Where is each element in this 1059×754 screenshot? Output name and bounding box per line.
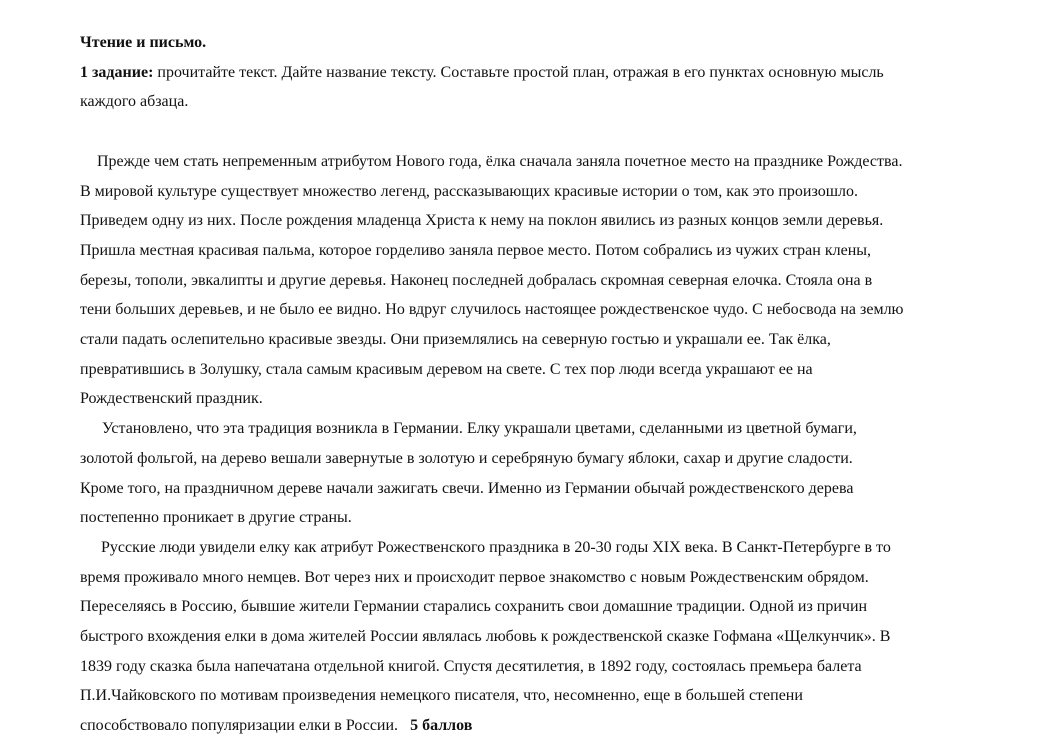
paragraph-3-last-line [80,711,1010,741]
paragraph-1-line: превратившись в Золушку, стала самым красивым деревом на свете. С тех пор люди всегда украшают ее на [80,360,813,378]
paragraph-1-line: стали падать ослепительно красивые звезды. Они приземлялись на северную гостью и украшали ее. Так ёлка, [80,331,831,349]
paragraph-1-line: В мировой культуре существует множество легенд, рассказывающих красивые истории о том, как это произошло. [80,182,858,200]
paragraph-1-line: Пришла местная красивая пальма, которое горделиво заняла первое место. Потом собрались из чужих стран клены, [80,241,872,259]
paragraph-1 [80,147,1010,414]
paragraph-3-line: 1839 году сказка была напечатана отдельной книгой. Спустя десятилетия, в 1892 году, состоялась премьера балета [80,657,862,675]
paragraph-1-line: Приведем одну из них. После рождения младенца Христа к нему на поклон явились из разных концов земли деревья. [80,212,884,230]
blank-line [80,117,1010,147]
paragraph-2-line: постепенно проникает в другие страны. [80,509,352,527]
paragraph-3-line: Переселяясь в Россию, бывшие жители Германии старались сохранить свои домашние традиции. Одной из причин [80,598,868,616]
task-instruction [80,58,1010,88]
task-label: 1 задание: [80,63,154,81]
paragraph-1-line: Прежде чем стать непременным атрибутом Нового года, ёлка сначала заняла почетное место на празднике Рождества. [97,152,903,170]
task-text-line-1: прочитайте текст. Дайте название тексту. Составьте простой план, отражая в его пунктах основную мысль [153,63,884,81]
paragraph-2-line: золотой фольгой, на дерево вешали завернутые в золотую и серебряную бумагу яблоки, сахар и другие сладости. [80,449,853,467]
paragraph-3-line: время проживало много немцев. Вот через них и происходит первое знакомство с новым Рождественским обрядом. [80,568,869,586]
paragraph-3-line: быстрого вхождения елки в дома жителей России являлась любовь к рождественской сказке Гофмана «Щелкунчик». В [80,628,891,646]
score-label: 5 баллов [410,717,473,735]
paragraph-3-line: Русские люди увидели елку как атрибут Рожественского праздника в 20-30 годы XIX века. В Санкт-Петербурге в то [101,538,891,556]
paragraph-3-line: способствовало популяризации елки в России. [80,717,399,735]
task-text-line-2: каждого абзаца. [80,93,189,111]
paragraph-2 [80,414,1010,533]
paragraph-1-line: березы, тополи, эвкалипты и другие деревья. Наконец последней добралась скромная северная елочка. Стояла она в [80,271,873,289]
paragraph-3-line: П.И.Чайковского по мотивам произведения немецкого писателя, что, несомненно, еще в большей степени [80,687,803,705]
paragraph-1-line: тени больших деревьев, и не было ее видно. Но вдруг случилось настоящее рождественское чудо. С небосвода на землю [80,301,904,319]
section-heading: Чтение и письмо. [80,34,207,51]
paragraph-2-line: Кроме того, на праздничном дереве начали зажигать свечи. Именно из Германии обычай рождественского дерева [80,479,854,497]
paragraph-3 [80,533,1010,741]
paragraph-1-line: Рождественский праздник. [80,390,263,408]
document-page [80,28,1010,741]
paragraph-2-line: Установлено, что эта традиция возникла в Германии. Елку украшали цветами, сделанными из цветной бумаги, [102,420,857,438]
